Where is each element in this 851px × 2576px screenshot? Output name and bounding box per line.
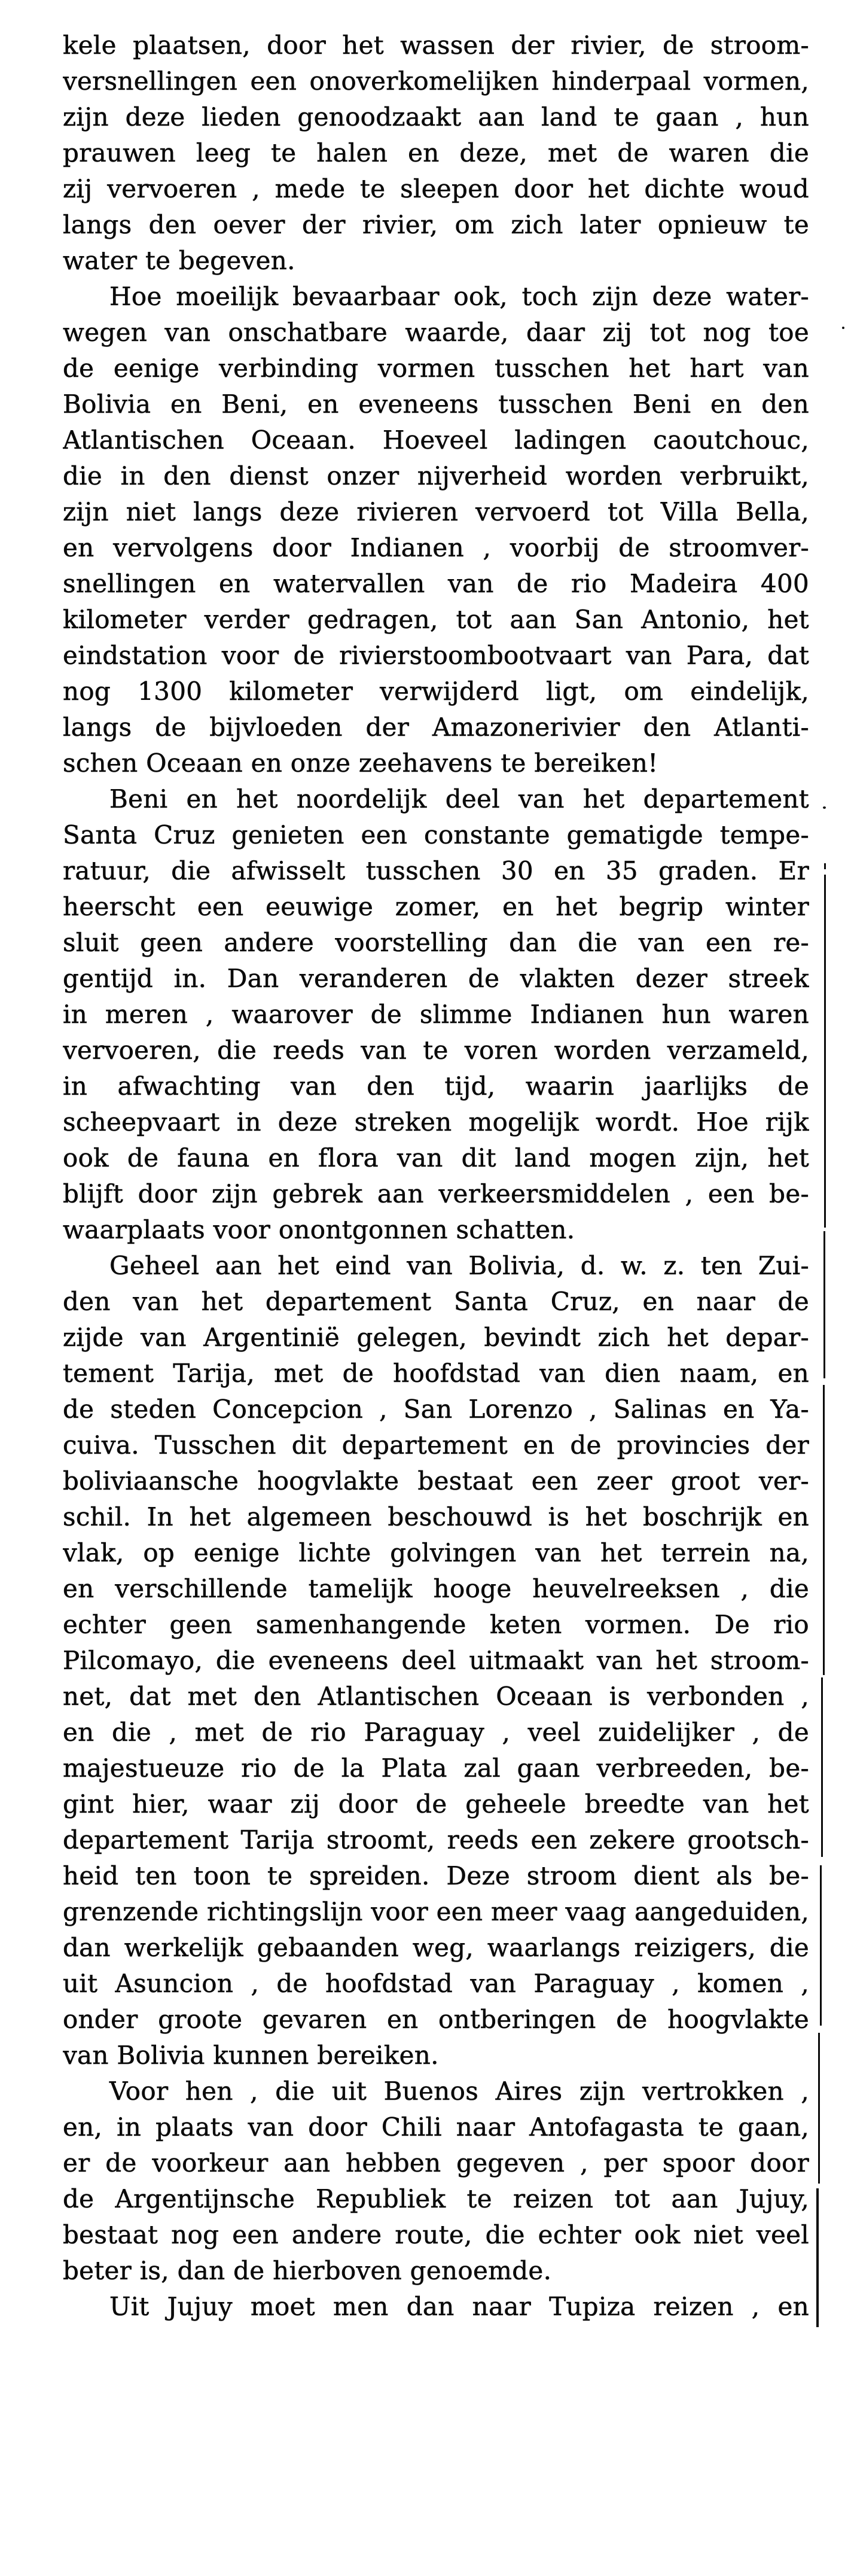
text-line: en vervolgens door Indianen , voorbij de stroomver- [63,533,809,562]
text-line: ook de fauna en flora van dit land mogen zijn, het [63,1143,809,1173]
text-line: kilometer verder gedragen, tot aan San Antonio, het [63,605,809,634]
text-line: ratuur, die afwisselt tusschen 30 en 35 graden. Er [63,856,809,885]
text-line: snellingen en watervallen van de rio Madeira 400 [63,569,809,598]
text-line: langs den oever der rivier, om zich later opnieuw te [63,210,809,239]
text-line: de eenige verbinding vormen tusschen het hart van [63,354,809,383]
text-line: Voor hen , die uit Buenos Aires zijn vertrokken , [109,2076,809,2106]
text-line: heerscht een eeuwige zomer, en het begrip winter [63,892,809,921]
text-line: Pilcomayo, die eveneens deel uitmaakt van het stroom- [63,1646,809,1675]
text-line: en, in plaats van door Chili naar Antofagasta te gaan, [63,2112,809,2142]
text-line: en die , met de rio Paraguay , veel zuidelijker , de [63,1718,809,1747]
text-line: zijn niet langs deze rivieren vervoerd tot Villa Bella, [63,497,809,526]
text-line: versnellingen een onoverkomelijken hinderpaal vormen, [63,66,809,96]
text-line: waarplaats voor onontgonnen schatten. [63,1215,575,1244]
text-line: onder groote gevaren en ontberingen de hoogvlakte [63,2005,809,2034]
text-line: Atlantischen Oceaan. Hoeveel ladingen caoutchouc, [63,425,809,455]
text-line: de Argentijnsche Republiek te reizen tot aan Jujuy, [63,2184,809,2213]
text-line: zijde van Argentinië gelegen, bevindt zich het depar- [63,1323,809,1352]
text-line: beter is, dan de hierboven genoemde. [63,2256,552,2285]
text-line: scheepvaart in deze streken mogelijk wordt. Hoe rijk [63,1107,809,1137]
text-line: boliviaansche hoogvlakte bestaat een zeer groot ver- [63,1466,809,1496]
text-line: blijft door zijn gebrek aan verkeersmiddelen , een be- [63,1179,809,1208]
text-block [63,28,809,2325]
scan-speck [842,327,844,329]
text-line: eindstation voor de rivierstoombootvaart van Para, dat [63,641,809,670]
text-line: tement Tarija, met de hoofdstad van dien naam, en [63,1359,809,1388]
text-line: er de voorkeur aan hebben gegeven , per spoor door [63,2148,809,2178]
text-line: departement Tarija stroomt, reeds een zekere grootsch- [63,1825,809,1855]
text-line: van Bolivia kunnen bereiken. [63,2041,439,2070]
text-line: uit Asuncion , de hoofdstad van Paraguay , komen , [63,1969,809,1998]
text-line: net, dat met den Atlantischen Oceaan is verbonden , [63,1682,809,1711]
text-line: cuiva. Tusschen dit departement en de provincies der [63,1430,809,1460]
text-line: langs de bijvloeden der Amazonerivier den Atlanti- [63,712,809,742]
text-line: heid ten toon te spreiden. Deze stroom dient als be- [63,1861,809,1890]
text-line: nog 1300 kilometer verwijderd ligt, om eindelijk, [63,677,809,706]
text-line: echter geen samenhangende keten vormen. De rio [63,1610,809,1639]
text-line: grenzende richtingslijn voor een meer vaag aangeduiden, [63,1897,809,1926]
text-line: majestueuze rio de la Plata zal gaan verbreeden, be- [63,1753,809,1783]
text-line: Bolivia en Beni, en eveneens tusschen Beni en den [63,389,809,419]
text-line: schen Oceaan en onze zeehavens te bereiken! [63,748,658,778]
text-line: water te begeven. [63,246,295,275]
text-line: gint hier, waar zij door de geheele breedte van het [63,1789,809,1819]
text-line: sluit geen andere voorstelling dan die van een re- [63,928,809,957]
text-line: zij vervoeren , mede te sleepen door het dichte woud [63,174,809,203]
text-line: die in den dienst onzer nijverheid worden verbruikt, [63,461,809,491]
text-line: Geheel aan het eind van Bolivia, d. w. z. ten Zui- [109,1251,809,1280]
text-line: zijn deze lieden genoodzaakt aan land te gaan , hun [63,102,809,132]
text-line: vervoeren, die reeds van te voren worden verzameld, [63,1036,809,1065]
text-line: de steden Concepcion , San Lorenzo , Salinas en Ya- [63,1394,809,1424]
text-line: in afwachting van den tijd, waarin jaarlijks de [63,1071,809,1101]
text-line: wegen van onschatbare waarde, daar zij tot nog toe [63,318,809,347]
text-line: Uit Jujuy moet men dan naar Tupiza reizen , en [109,2292,809,2321]
text-line: gentijd in. Dan veranderen de vlakten dezer streek [63,964,809,993]
text-line: prauwen leeg te halen en deze, met de waren die [63,138,809,168]
text-line: dan werkelijk gebaanden weg, waarlangs reizigers, die [63,1933,809,1962]
text-line: in meren , waarover de slimme Indianen hun waren [63,1000,809,1029]
text-line: den van het departement Santa Cruz, en naar de [63,1287,809,1316]
text-line: schil. In het algemeen beschouwd is het boschrijk en [63,1502,809,1531]
scan-speck [823,806,826,809]
text-line: bestaat nog een andere route, die echter ook niet veel [63,2220,809,2249]
text-line: kele plaatsen, door het wassen der rivier, de stroom- [63,31,809,60]
text-line: Beni en het noordelijk deel van het departement [109,784,809,814]
text-line: vlak, op eenige lichte golvingen van het terrein na, [63,1538,809,1567]
text-line: Santa Cruz genieten een constante gematigde tempe- [63,820,809,849]
text-line: en verschillende tamelijk hooge heuvelreeksen , die [63,1574,809,1603]
text-line: Hoe moeilijk bevaarbaar ook, toch zijn deze water- [109,282,809,311]
